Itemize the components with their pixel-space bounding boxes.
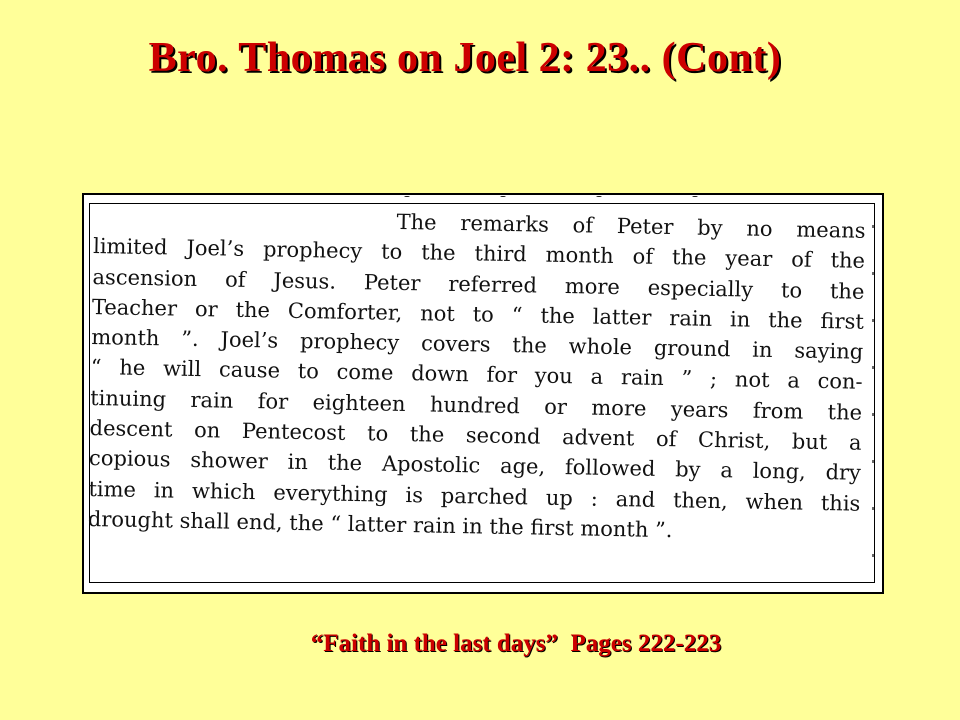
scan-cropped-line-fragment [404,193,844,197]
scan-line: Teacher or the Comforter, not to “ the latter rain in the first [91,294,865,334]
scan-line: copious shower in the Apostolic age, followed by a long, dry [88,446,862,486]
scan-text-block [88,201,866,549]
scan-line: tinuing rain for eighteen hundred or more years from the [89,385,863,425]
scan-line: descent on Pentecost to the second advent of Christ, but a [89,416,862,455]
scan-line: time in which everything is parched up : and then, when this [88,476,861,516]
scan-line: ascension of Jesus. Peter referred more especially to the [92,264,865,304]
scan-line: The remarks of Peter by no means [396,209,866,243]
scan-line: month ”. Joel’s prophecy covers the whole ground in saying [91,325,864,364]
scan-line: “ he will cause to come down for you a rain ” ; not a con- [90,355,863,395]
source-citation: “Faith in the last days” Pages 222-223 [310,630,722,657]
scan-edge-marks [872,225,876,565]
slide-title: Bro. Thomas on Joel 2: 23.. (Cont) [148,35,782,81]
scan-line: limited Joel’s prophecy to the third month of the year of the [92,234,866,274]
scanned-page-excerpt [82,193,884,594]
scan-line: drought shall end, the “ latter rain in the first month ”. [87,506,673,543]
